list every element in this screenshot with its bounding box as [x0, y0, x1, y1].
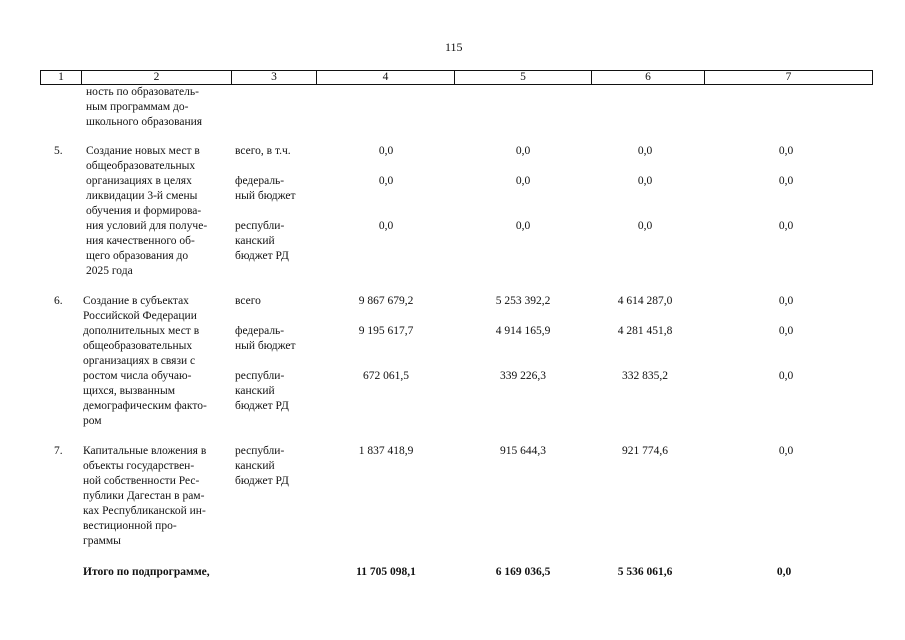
- value-col-6: 332 835,2: [622, 370, 668, 382]
- header-col-4: 4: [317, 71, 455, 84]
- value-col-6: 4 614 287,0: [617, 295, 673, 307]
- value-col-7: 0,0: [778, 370, 794, 382]
- source-label: всего: [235, 295, 261, 307]
- event-name: Создание в субъектах Российской Федерации дополнительных мест в общеобразовательных организациях в связи с ростом числа обучаю- щихся, вызванным демографическим факто- ром: [83, 295, 207, 427]
- value-col-7: 0,0: [778, 175, 794, 187]
- value-col-4: 0,0: [378, 145, 394, 157]
- header-col-6: 6: [592, 71, 705, 84]
- source-label: республи- канский бюджет РД: [235, 445, 289, 487]
- page-number: 115: [445, 40, 463, 54]
- value-col-5: 339 226,3: [500, 370, 546, 382]
- value-col-5: 5 253 392,2: [495, 295, 551, 307]
- value-col-7: 0,0: [778, 220, 794, 232]
- value-col-5: 0,0: [515, 145, 531, 157]
- value-col-4: 0,0: [378, 220, 394, 232]
- header-col-3: 3: [232, 71, 317, 84]
- value-col-6: 0,0: [637, 145, 653, 157]
- source-label: федераль- ный бюджет: [235, 175, 296, 202]
- source-label: республи- канский бюджет РД: [235, 220, 289, 262]
- total-col-5: 6 169 036,5: [495, 566, 551, 578]
- header-col-7: 7: [785, 71, 792, 83]
- event-name: Создание новых мест в общеобразовательных организациях в целях ликвидации 3-й смены обучения и формирова- ния условий для получе- ния качественного об- щего образования до 2025 года: [86, 145, 208, 277]
- value-col-5: 915 644,3: [500, 445, 546, 457]
- source-label: федераль- ный бюджет: [235, 325, 296, 352]
- continued-event-name: ность по образователь- ным программам до- школьного образования: [86, 86, 203, 128]
- total-col-4: 11 705 098,1: [356, 566, 416, 578]
- value-col-7: 0,0: [778, 325, 794, 337]
- value-col-6: 921 774,6: [622, 445, 668, 457]
- total-col-7: 0,0: [776, 566, 792, 578]
- value-col-7: 0,0: [778, 295, 794, 307]
- value-col-7: 0,0: [778, 145, 794, 157]
- value-col-5: 0,0: [515, 220, 531, 232]
- total-col-6: 5 536 061,6: [617, 566, 673, 578]
- row-number: 6.: [54, 295, 63, 307]
- value-col-4: 9 195 617,7: [358, 325, 414, 337]
- event-name: Капитальные вложения в объекты государствен- ной собственности Рес- публики Дагестан в рам- ках Республиканской ин- вестиционной про- граммы: [83, 445, 207, 547]
- header-col-5: 5: [455, 71, 592, 84]
- value-col-5: 0,0: [515, 175, 531, 187]
- source-label: республи- канский бюджет РД: [235, 370, 289, 412]
- value-col-4: 672 061,5: [363, 370, 409, 382]
- row-number: 5.: [54, 145, 63, 157]
- value-col-4: 0,0: [378, 175, 394, 187]
- value-col-4: 9 867 679,2: [358, 295, 414, 307]
- header-col-1: 1: [41, 71, 82, 84]
- table-header-row: [40, 70, 873, 85]
- header-col-2: 2: [82, 71, 232, 84]
- value-col-5: 4 914 165,9: [495, 325, 551, 337]
- value-col-7: 0,0: [778, 445, 794, 457]
- value-col-4: 1 837 418,9: [358, 445, 414, 457]
- source-label: всего, в т.ч.: [235, 145, 291, 157]
- value-col-6: 4 281 451,8: [617, 325, 673, 337]
- row-number: 7.: [54, 445, 63, 457]
- value-col-6: 0,0: [637, 220, 653, 232]
- total-label: Итого по подпрограмме,: [83, 566, 210, 578]
- value-col-6: 0,0: [637, 175, 653, 187]
